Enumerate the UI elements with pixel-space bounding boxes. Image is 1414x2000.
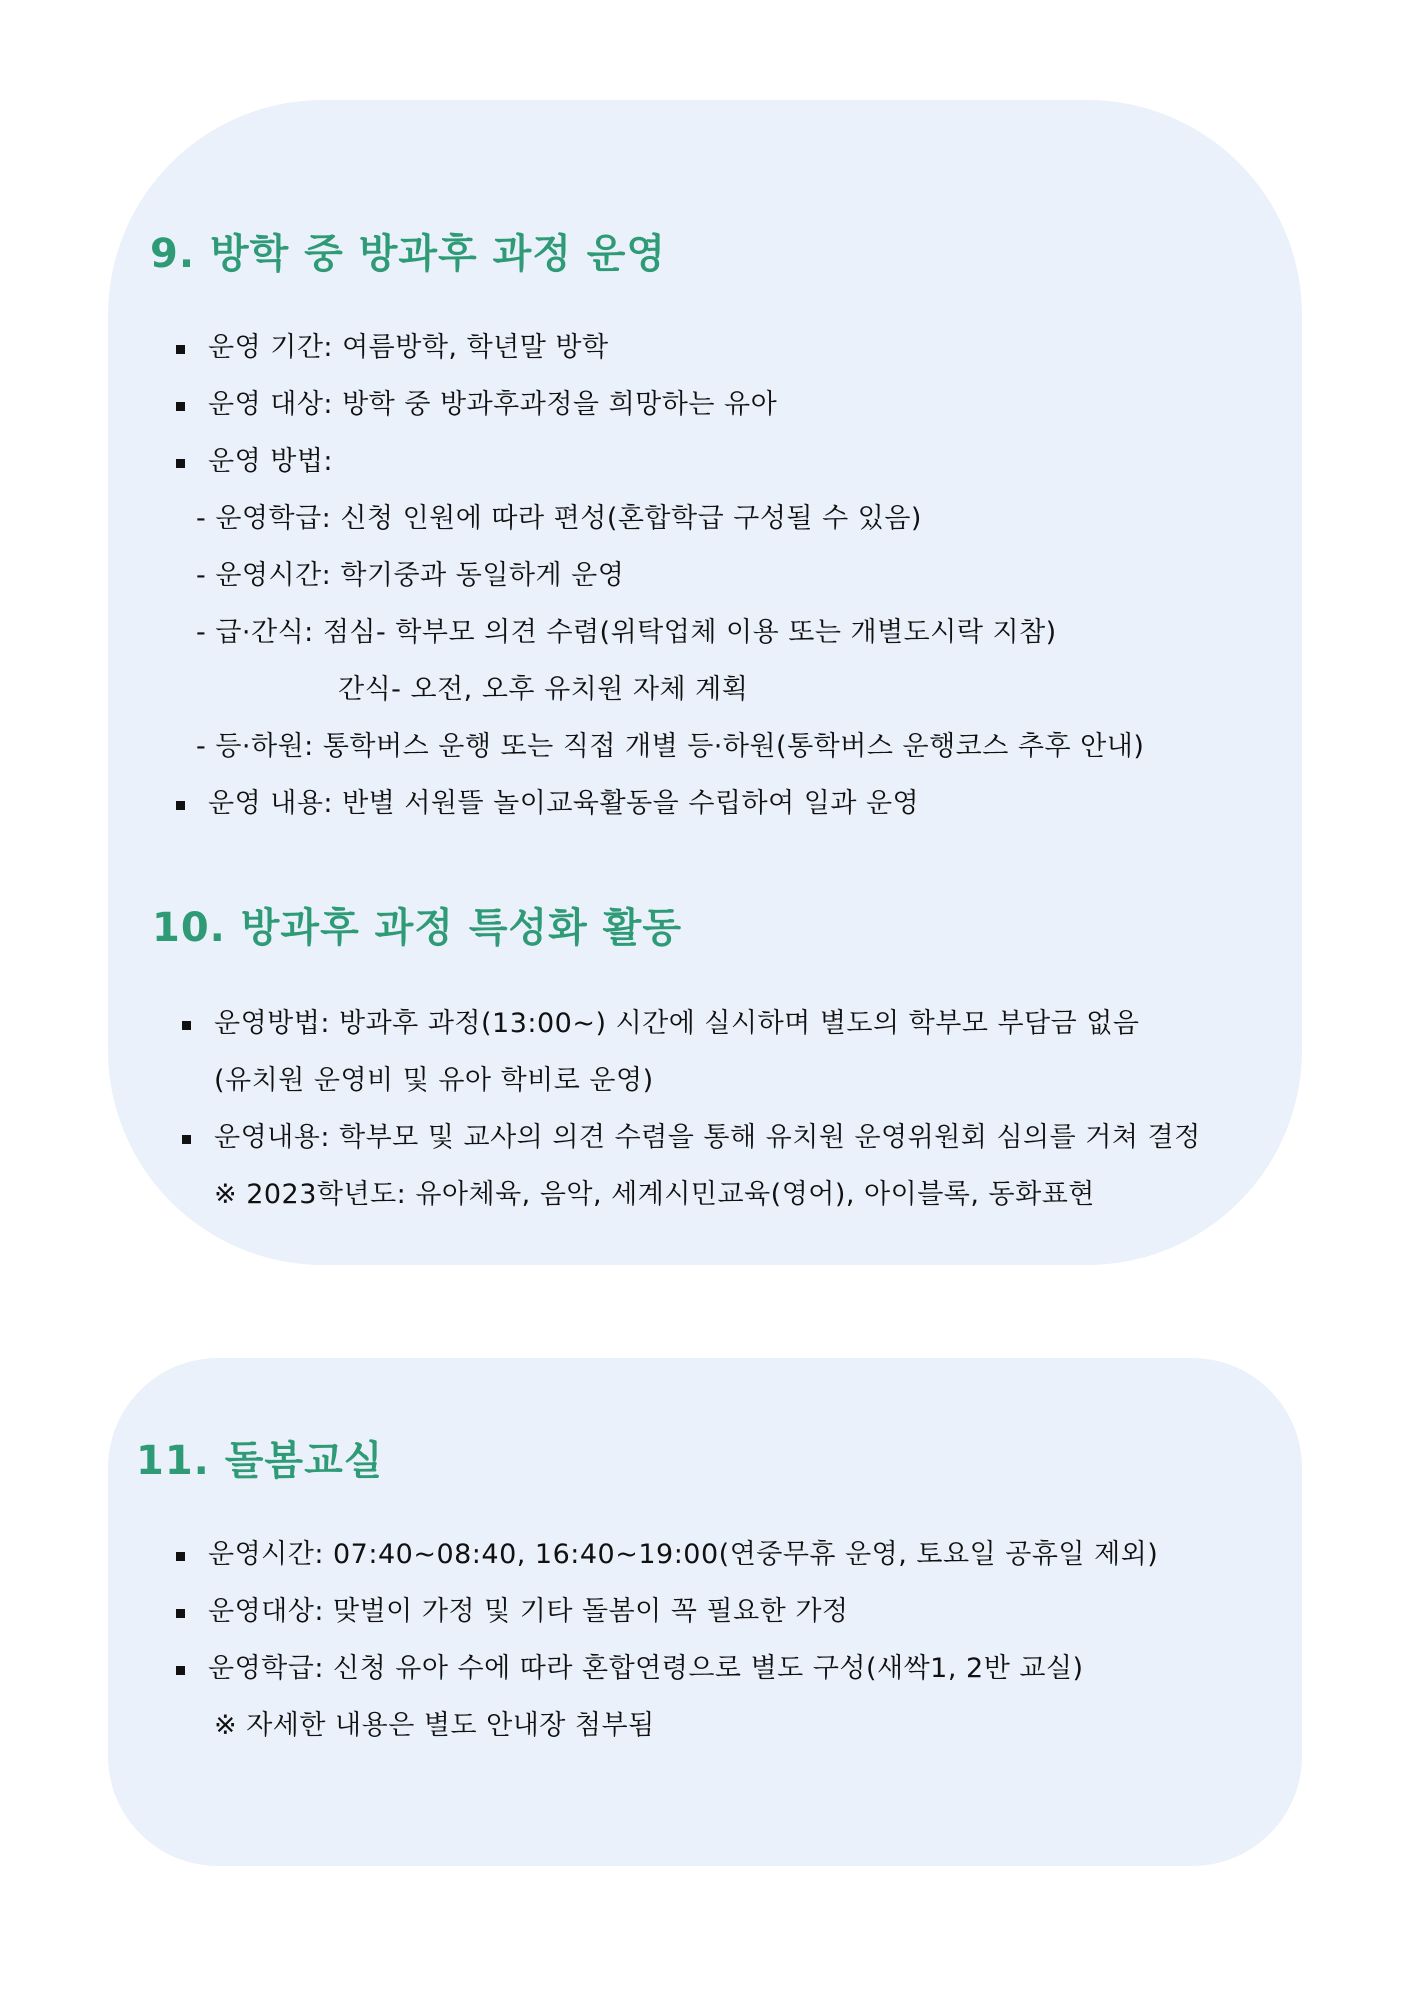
bullet-marker	[176, 1609, 185, 1618]
section-10-item-content: 운영내용: 학부모 및 교사의 의견 수렴을 통해 유치원 운영위원회 심의를 거쳐 결정	[214, 1122, 1201, 1153]
section-9-subitem-meals: - 급·간식: 점심- 학부모 의견 수렴(위탁업체 이용 또는 개별도시락 지참)	[196, 617, 1057, 648]
section-9-subitem-snack: 간식- 오전, 오후 유치원 자체 계획	[338, 674, 749, 705]
bullet-marker	[182, 1021, 191, 1030]
section-11-note: ※ 자세한 내용은 별도 안내장 첨부됨	[214, 1710, 655, 1741]
bullet-marker	[176, 801, 185, 810]
section-9-item-period: 운영 기간: 여름방학, 학년말 방학	[208, 332, 609, 363]
bullet-marker	[182, 1135, 191, 1144]
bullet-marker	[176, 1552, 185, 1561]
section-10-item-method-note: (유치원 운영비 및 유아 학비로 운영)	[214, 1065, 654, 1096]
section-10-item-method: 운영방법: 방과후 과정(13:00~) 시간에 실시하며 별도의 학부모 부담금 없음	[214, 1008, 1140, 1039]
bullet-marker	[176, 402, 185, 411]
bullet-marker	[176, 1666, 185, 1675]
section-9-title: 9. 방학 중 방과후 과정 운영	[150, 231, 667, 277]
section-11-item-hours: 운영시간: 07:40~08:40, 16:40~19:00(연중무휴 운영, 토요일 공휴일 제외)	[208, 1539, 1159, 1570]
section-11-item-class: 운영학급: 신청 유아 수에 따라 혼합연령으로 별도 구성(새싹1, 2반 교실)	[208, 1653, 1084, 1684]
section-11-title: 11. 돌봄교실	[136, 1438, 384, 1484]
section-9-subitem-class: - 운영학급: 신청 인원에 따라 편성(혼합학급 구성될 수 있음)	[196, 503, 922, 534]
section-9-subitem-hours: - 운영시간: 학기중과 동일하게 운영	[196, 560, 625, 591]
section-9-item-target: 운영 대상: 방학 중 방과후과정을 희망하는 유아	[208, 389, 778, 420]
section-9-item-method: 운영 방법:	[208, 446, 334, 477]
bullet-marker	[176, 459, 185, 468]
section-10-item-2023-note: ※ 2023학년도: 유아체육, 음악, 세계시민교육(영어), 아이블록, 동화표현	[214, 1179, 1095, 1210]
bullet-marker	[176, 345, 185, 354]
section-10-title: 10. 방과후 과정 특성화 활동	[152, 905, 682, 951]
section-9-item-content: 운영 내용: 반별 서원뜰 놀이교육활동을 수립하여 일과 운영	[208, 788, 920, 819]
section-9-subitem-commute: - 등·하원: 통학버스 운행 또는 직접 개별 등·하원(통학버스 운행코스 추후 안내)	[196, 731, 1145, 762]
section-11-item-target: 운영대상: 맞벌이 가정 및 기타 돌봄이 꼭 필요한 가정	[208, 1596, 849, 1627]
